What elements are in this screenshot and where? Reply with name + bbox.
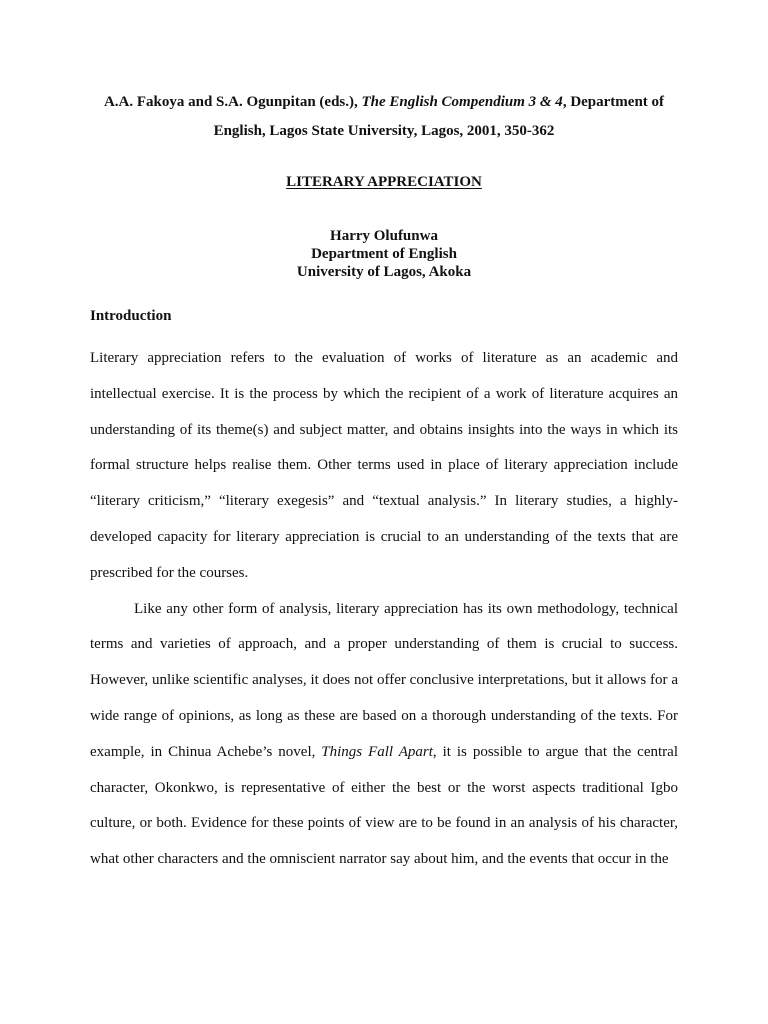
citation-end: , Department of English, Lagos State University, Lagos, 2001, 350-362 xyxy=(213,94,665,139)
citation xyxy=(90,88,678,146)
paragraph-2 xyxy=(90,592,678,878)
document-title xyxy=(90,172,678,192)
paragraph-1: Literary appreciation refers to the evaluation of works of literature as an academic and intellectual exercise. It is the process by which the recipient of a work of literature acquires an understanding of its theme(s) and subject matter, and obtains insights into the ways in which its formal structure helps realise them. Other terms used in place of literary appreciation include “literary criticism,” “literary exegesis” and “textual analysis.” In literary studies, a highly-developed capacity for literary appreciation is crucial to an understanding of the texts that are prescribed for the courses. xyxy=(90,350,678,581)
title-text: LITERARY APPRECIATION xyxy=(286,174,482,190)
section-heading: Introduction xyxy=(90,308,172,324)
author-block xyxy=(90,227,678,281)
author-name: Harry Olufunwa xyxy=(330,228,438,244)
paragraph-2-part-2: , it is possible to argue that the central character, Okonkwo, is representative of either the best or the worst aspects traditional Igbo culture, or both. Evidence for these points of view are to be found in an analysis of his character, what other characters and the omniscient narrator say about him, and the events that occur in the xyxy=(90,743,678,868)
novel-title: Things Fall Apart xyxy=(321,743,433,760)
paragraph-2-part-1: Like any other form of analysis, literary appreciation has its own methodology, technical terms and varieties of approach, and a proper understanding of them is crucial to success. However, unlike scientific analyses, it does not offer conclusive interpretations, but it allows for a wide range of opinions, as long as these are based on a thorough understanding of the texts. For example, in Chinua Achebe’s novel, xyxy=(90,600,678,760)
citation-start: A.A. Fakoya and S.A. Ogunpitan (eds.), xyxy=(103,94,362,110)
citation-book-title: The English Compendium 3 & 4 xyxy=(361,94,563,110)
author-university: University of Lagos, Akoka xyxy=(296,264,472,280)
body-text xyxy=(90,341,678,878)
author-department: Department of English xyxy=(311,246,457,262)
